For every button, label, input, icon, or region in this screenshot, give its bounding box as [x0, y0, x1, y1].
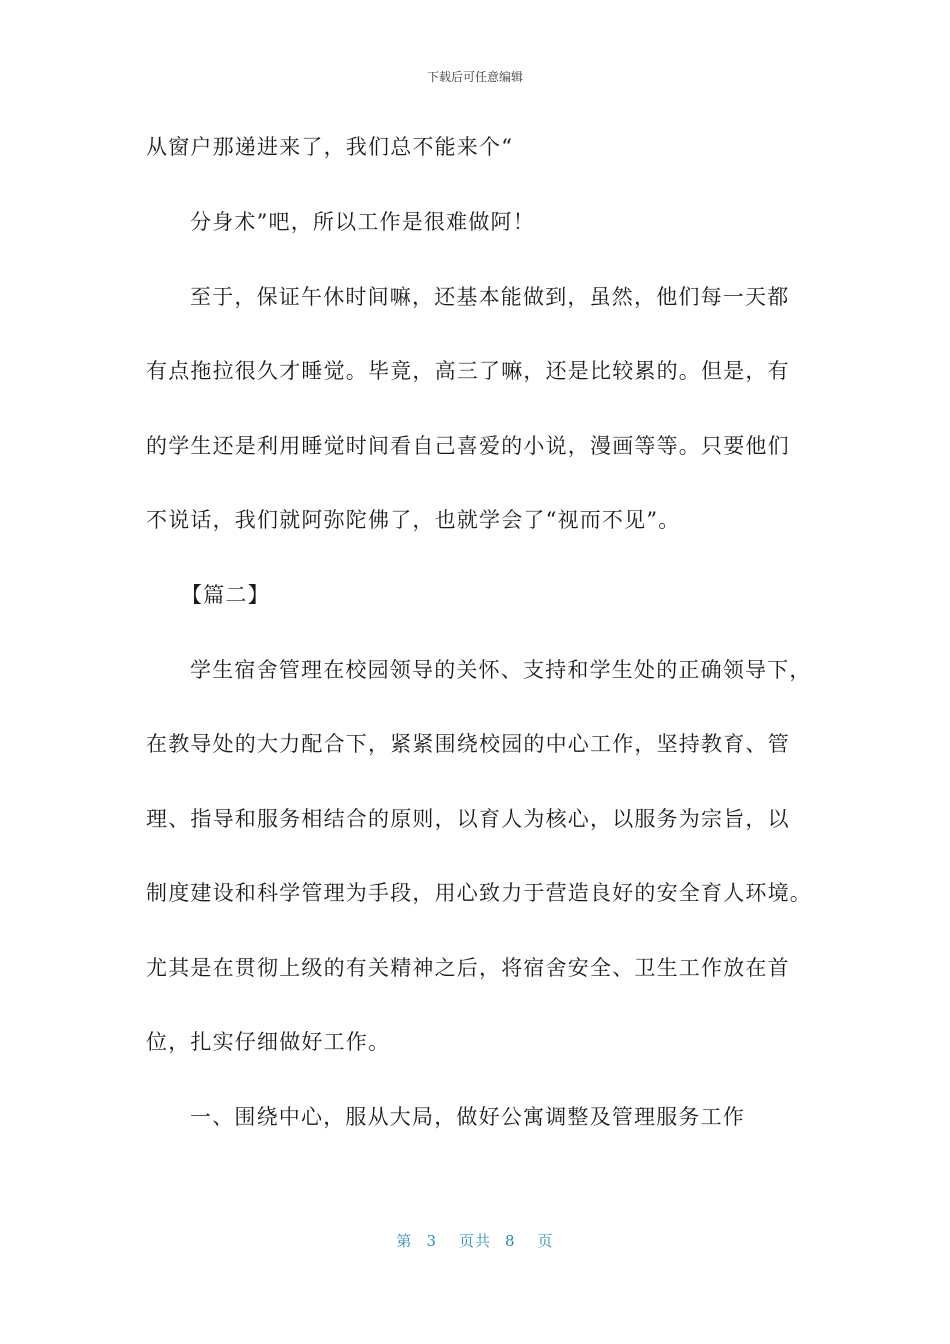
text-line: 分身术”吧，所以工作是很难做阿！ — [190, 210, 535, 234]
text-line: 在教导处的大力配合下，紧紧围绕校园的中心工作，坚持教育、管 — [146, 732, 790, 756]
total-pages-number: 8 — [505, 1232, 516, 1250]
text-line: 从窗户那递进来了，我们总不能来个“ — [146, 135, 514, 159]
header-note: 下载后可任意编辑 — [426, 70, 523, 84]
page-footer — [0, 1230, 950, 1251]
text-line: 有点拖拉很久才睡觉。毕竟，高三了嘛，还是比较累的。但是，有 — [146, 359, 790, 383]
text-line: 一、围绕中心，服从大局，做好公寓调整及管理服务工作 — [190, 1105, 745, 1129]
page-label-mid: 页共 — [458, 1232, 491, 1250]
page-label-suffix: 页 — [537, 1232, 554, 1250]
page-label-prefix: 第 — [396, 1232, 413, 1250]
text-line: 不说话，我们就阿弥陀佛了，也就学会了“视而不见”。 — [146, 508, 681, 532]
text-line: 至于，保证午休时间嘛，还基本能做到，虽然，他们每一天都 — [190, 285, 790, 309]
section-heading: 【篇二】 — [181, 583, 270, 607]
text-line: 的学生还是利用睡觉时间看自己喜爱的小说，漫画等等。只要他们 — [146, 434, 790, 458]
text-line: 尤其是在贯彻上级的有关精神之后，将宿舍安全、卫生工作放在首 — [146, 956, 790, 980]
text-line: 位，扎实仔细做好工作。 — [146, 1030, 391, 1054]
current-page-number: 3 — [426, 1232, 437, 1250]
text-line: 学生宿舍管理在校园领导的关怀、支持和学生处的正确领导下， — [190, 658, 812, 682]
text-line: 理、指导和服务相结合的原则，以育人为核心，以服务为宗旨，以 — [146, 807, 790, 831]
text-line: 制度建设和科学管理为手段，用心致力于营造良好的安全育人环境。 — [146, 881, 812, 905]
